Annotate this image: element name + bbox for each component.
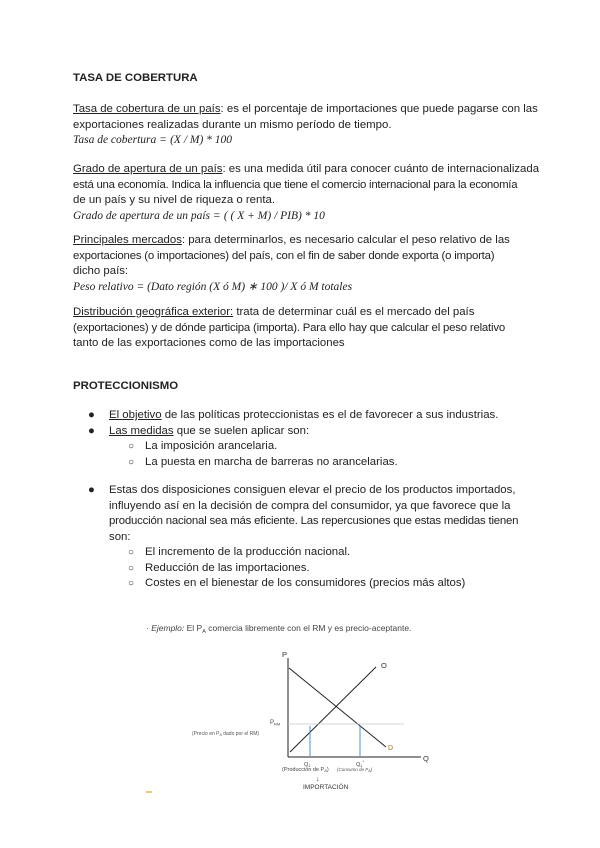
- q1-label: Q1: [304, 762, 311, 768]
- section-title-proteccionismo: PROTECCIONISMO: [73, 380, 179, 392]
- objetivo-term: El objetivo: [109, 409, 162, 421]
- world-price-note: (Precio en $P_A$ dado por el RM): [192, 731, 260, 737]
- sub-item-text: La imposición arancelaria.: [145, 440, 278, 452]
- mercados-def-l1: : para determinarlos, es necesario calcular el peso relativo de las: [181, 234, 510, 246]
- disposiciones-l4: son:: [109, 530, 131, 543]
- tasa-formula-rhs: (X / M) * 100: [170, 134, 233, 146]
- tasa-def-l2: exportaciones realizadas durante un mismo período de tiempo.: [73, 118, 392, 131]
- mercados-term: Principales mercados: [73, 234, 182, 246]
- world-price-label: $P_{RM}$: [270, 720, 281, 727]
- tasa-term: Tasa de cobertura de un país: [73, 103, 221, 115]
- medidas-term: Las medidas: [109, 425, 174, 437]
- bullet-dot-icon: ●: [88, 425, 95, 437]
- supply-label: O: [381, 661, 387, 670]
- down-arrow-icon: ↓: [316, 776, 320, 783]
- grado-def-l1: : es una medida útil para conocer cuánto de internacionalizada: [222, 163, 540, 175]
- production-note: (Producción de PA): [282, 767, 329, 773]
- bullet-dot-icon: ●: [88, 484, 95, 496]
- axis-p-label: P: [282, 650, 288, 659]
- bullet-ring-icon: ○: [128, 457, 135, 468]
- bullet-ring-icon: ○: [128, 441, 135, 452]
- axis-q-label: Q: [423, 754, 429, 763]
- mercados-def-l2: exportaciones (o importaciones) del país, con el fin de saber donde exporta (o importa): [73, 249, 495, 262]
- bullet-ring-icon: ○: [128, 563, 135, 574]
- grado-term: Grado de apertura de un país: [73, 163, 223, 175]
- q2-label: Q1*: [356, 759, 365, 768]
- bullet-dot-icon: ●: [88, 409, 95, 421]
- distrib-def-l3: tanto de las exportaciones como de las importaciones: [73, 337, 345, 349]
- distrib-def-l2: (exportaciones) y de dónde participa (importa). Para ello hay que calcular el peso relativo: [73, 321, 505, 334]
- sub-item-text: Costes en el bienestar de los consumidores (precios más altos): [145, 577, 466, 589]
- distrib-term: Distribución geográfica exterior:: [73, 306, 234, 318]
- grado-def-l3: de un país y su nivel de riqueza o renta.: [73, 194, 275, 206]
- figure-caption: · Ejemplo: El $P_A$ comercia libremente con el RM y es precio-aceptante.: [146, 623, 412, 635]
- demand-label: D: [388, 745, 394, 752]
- disposiciones-l1: Estas dos disposiciones consiguen elevar el precio de los productos importados,: [109, 484, 516, 496]
- grado-formula-lhs: Grado de apertura de un país =: [73, 209, 221, 222]
- objetivo-rest: de las políticas proteccionistas es el de favorecer a sus industrias.: [161, 409, 499, 421]
- consumption-note: (Consumo de $P_A$): [337, 767, 373, 773]
- tasa-formula-lhs: Tasa de cobertura =: [73, 134, 167, 146]
- bullet-ring-icon: ○: [128, 578, 135, 589]
- disposiciones-l3: producción nacional sea más eficiente. Las repercusiones que estas medidas tienen: [109, 515, 519, 527]
- mercados-def-l3: dicho país:: [73, 265, 129, 277]
- import-label: IMPORTACIÓN: [303, 784, 349, 791]
- bullet-ring-icon: ○: [128, 547, 135, 558]
- medidas-rest: que se suelen aplicar son:: [173, 425, 310, 437]
- sub-item-text: Reducción de las importaciones.: [145, 562, 310, 574]
- grado-def-l2: está una economía. Indica la influencia que tiene el comercio internacional para la economía: [73, 178, 518, 191]
- sub-item-text: El incremento de la producción nacional.: [145, 546, 351, 558]
- sub-item-text: La puesta en marcha de barreras no arancelarias.: [145, 456, 398, 468]
- demand-curve: [289, 668, 386, 747]
- tasa-def-l1: : es el porcentaje de importaciones que puede pagarse con las: [220, 103, 538, 115]
- section-title-cobertura: TASA DE COBERTURA: [73, 72, 198, 84]
- mercados-formula: Peso relativo = (Dato región (X ó M) ∗ 100 )/ X ó M totales: [73, 280, 353, 293]
- distrib-def-l1: trata de determinar cuál es el mercado del país: [233, 306, 475, 318]
- disposiciones-l2: influyendo así en la decisión de compra del consumidor, ya que favorece que la: [109, 499, 511, 512]
- grado-formula-rhs: ( ( X + M) / PIB) * 10: [223, 209, 325, 222]
